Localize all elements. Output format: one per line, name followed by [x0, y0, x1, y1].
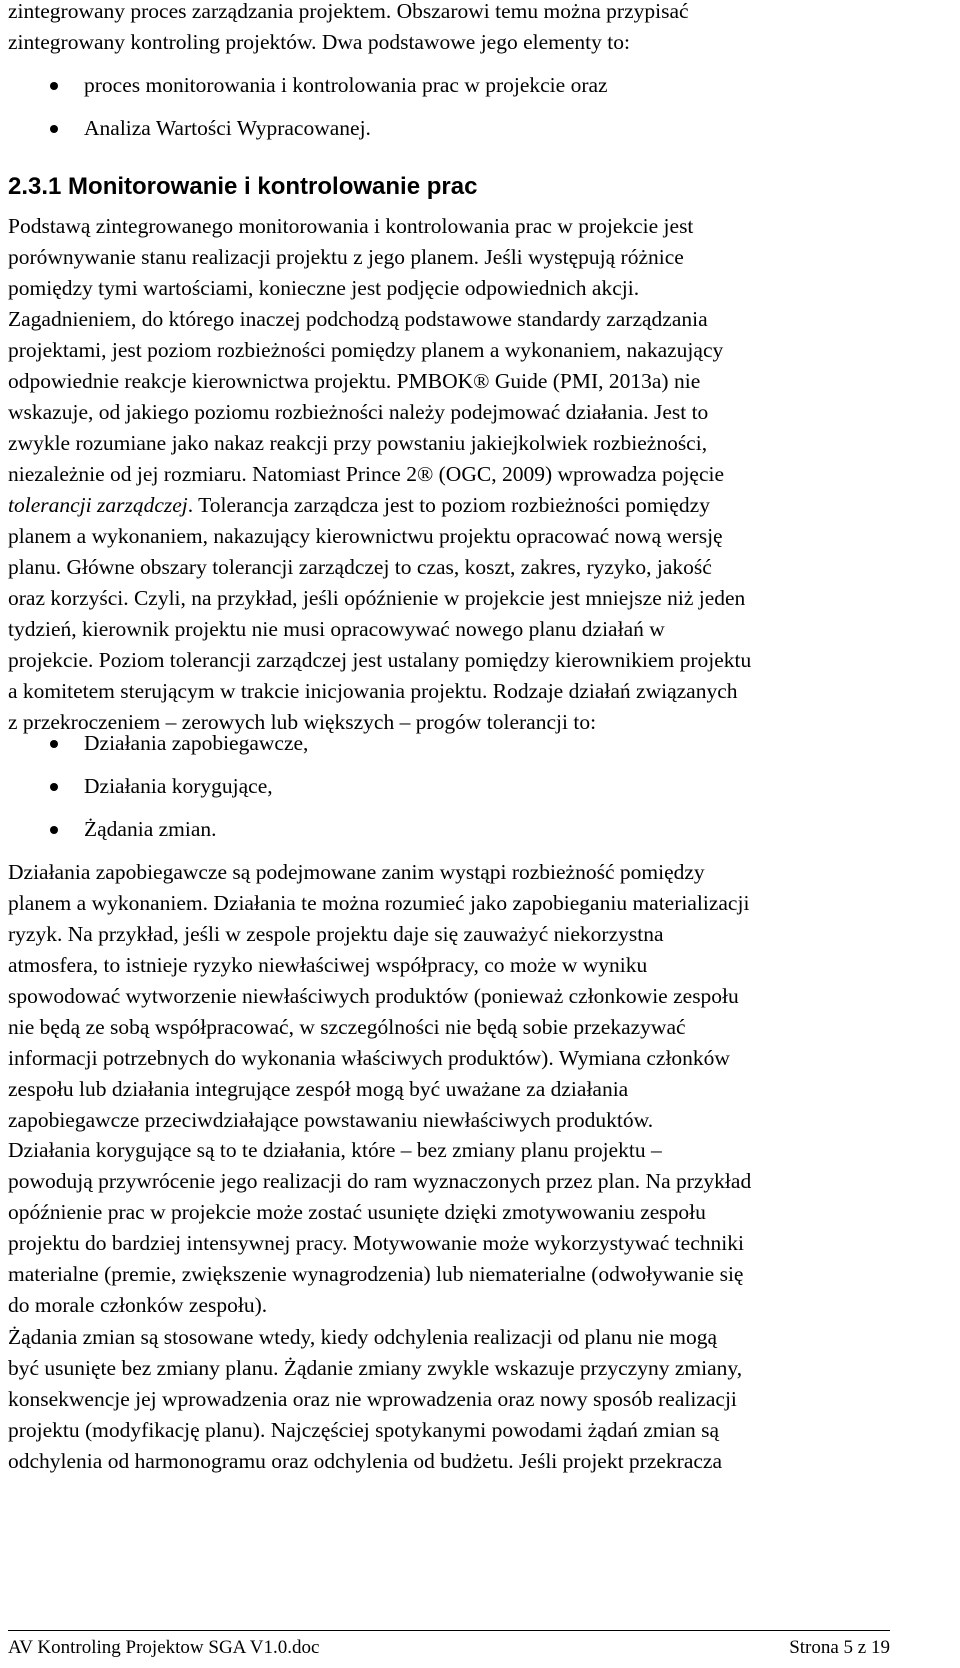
- text-line: opóźnienie prac w projekcie może zostać usunięte dzięki zmotywowaniu zespołu: [8, 1200, 706, 1224]
- section-heading: 2.3.1 Monitorowanie i kontrolowanie prac: [8, 173, 478, 200]
- text-fragment: . Tolerancja zarządcza jest to poziom rozbieżności pomiędzy: [187, 493, 710, 517]
- text-line: [8, 490, 896, 521]
- text-line: planem a wykonaniem, nakazujący kierownictwu projektu opracować nową wersję: [8, 524, 723, 548]
- text-line: materialne (premie, zwiększenie wynagrodzenia) lub niematerialne (odwoływanie się: [8, 1262, 744, 1286]
- italic-term: tolerancji zarządczej: [8, 493, 188, 517]
- list-item: Analiza Wartości Wypracowanej.: [8, 113, 896, 144]
- text-line: projektami, jest poziom rozbieżności pomiędzy planem a wykonaniem, nakazujący: [8, 338, 724, 362]
- text-line: odchylenia od harmonogramu oraz odchylenia od budżetu. Jeśli projekt przekracza: [8, 1449, 723, 1473]
- text-line: zintegrowany kontroling projektów. Dwa podstawowe jego elementy to:: [8, 30, 630, 54]
- text-line: Zagadnieniem, do którego inaczej podchodzą podstawowe standardy zarządzania: [8, 307, 708, 331]
- text-line: Działania zapobiegawcze są podejmowane zanim wystąpi rozbieżność pomiędzy: [8, 860, 705, 884]
- list-item: proces monitorowania i kontrolowania prac w projekcie oraz: [8, 70, 896, 101]
- intro-bullet-list: [8, 70, 896, 144]
- text-line: Podstawą zintegrowanego monitorowania i kontrolowania prac w projekcie jest: [8, 214, 694, 238]
- text-line: planu. Główne obszary tolerancji zarządczej to czas, koszt, zakres, ryzyko, jakość: [8, 555, 712, 579]
- footer-page-number: Strona 5 z 19: [789, 1637, 890, 1658]
- text-line: Żądania zmian są stosowane wtedy, kiedy odchylenia realizacji od planu nie mogą: [8, 1325, 718, 1349]
- list-item: Żądania zmian.: [8, 814, 896, 845]
- paragraph-preventive: [8, 857, 896, 1136]
- paragraph-tolerance: [8, 211, 896, 738]
- text-line: projektu (modyfikację planu). Najczęściej spotykanymi powodami żądań zmian są: [8, 1418, 720, 1442]
- text-line: zespołu lub działania integrujące zespół mogą być uważane za działania: [8, 1077, 629, 1101]
- text-line: być usunięte bez zmiany planu. Żądanie zmiany zwykle wskazuje przyczyny zmiany,: [8, 1356, 743, 1380]
- text-line: pomiędzy tymi wartościami, konieczne jest podjęcie odpowiednich akcji.: [8, 276, 640, 300]
- text-line: do morale członków zespołu).: [8, 1293, 268, 1317]
- text-line: nie będą ze sobą współpracować, w szczególności nie będą sobie przekazywać: [8, 1015, 686, 1039]
- text-line: zwykle rozumiane jako nakaz reakcji przy powstaniu jakiejkolwiek rozbieżności,: [8, 431, 708, 455]
- paragraph-corrective: [8, 1135, 896, 1321]
- text-line: informacji potrzebnych do wykonania właściwych produktów). Wymiana członków: [8, 1046, 730, 1070]
- footer-filename: AV Kontroling Projektow SGA V1.0.doc: [8, 1637, 320, 1658]
- text-line: atmosfera, to istnieje ryzyko niewłaściwej współpracy, co może w wyniku: [8, 953, 648, 977]
- list-item: Działania korygujące,: [8, 771, 896, 802]
- list-item: Działania zapobiegawcze,: [8, 728, 896, 759]
- text-line: porównywanie stanu realizacji projektu z jego planem. Jeśli występują różnice: [8, 245, 684, 269]
- text-line: ryzyk. Na przykład, jeśli w zespole projektu daje się zauważyć niekorzystna: [8, 922, 664, 946]
- text-line: niezależnie od jej rozmiaru. Natomiast Prince 2® (OGC, 2009) wprowadza pojęcie: [8, 462, 725, 486]
- text-line: Działania korygujące są to te działania, które – bez zmiany planu projektu –: [8, 1138, 662, 1162]
- page-footer: [8, 1636, 890, 1660]
- text-line: planem a wykonaniem. Działania te można rozumieć jako zapobieganiu materializacji: [8, 891, 750, 915]
- text-line: a komitetem sterującym w trakcie inicjowania projektu. Rodzaje działań związanych: [8, 679, 738, 703]
- text-line: oraz korzyści. Czyli, na przykład, jeśli opóźnienie w projekcie jest mniejsze niż jeden: [8, 586, 746, 610]
- paragraph-change-requests: [8, 1322, 896, 1477]
- text-line: z przekroczeniem – zerowych lub większych – progów tolerancji to:: [8, 710, 597, 734]
- text-line: spowodować wytworzenie niewłaściwych produktów (ponieważ członkowie zespołu: [8, 984, 739, 1008]
- text-line: zapobiegawcze przeciwdziałające powstawaniu niewłaściwych produktów.: [8, 1108, 654, 1132]
- text-line: projekcie. Poziom tolerancji zarządczej jest ustalany pomiędzy kierownikiem projektu: [8, 648, 752, 672]
- text-line: zintegrowany proces zarządzania projektem. Obszarowi temu można przypisać: [8, 0, 689, 23]
- text-line: odpowiednie reakcje kierownictwa projektu. PMBOK® Guide (PMI, 2013a) nie: [8, 369, 701, 393]
- intro-text: [8, 0, 896, 58]
- text-line: tydzień, kierownik projektu nie musi opracowywać nowego planu działań w: [8, 617, 665, 641]
- footer-divider: [8, 1630, 890, 1631]
- text-line: konsekwencje jej wprowadzenia oraz nie wprowadzenia oraz nowy sposób realizacji: [8, 1387, 737, 1411]
- action-bullet-list: [8, 728, 896, 845]
- text-line: powodują przywrócenie jego realizacji do ram wyznaczonych przez plan. Na przykład: [8, 1169, 752, 1193]
- text-line: wskazuje, od jakiego poziomu rozbieżności należy podejmować działania. Jest to: [8, 400, 709, 424]
- text-line: projektu do bardziej intensywnej pracy. Motywowanie może wykorzystywać techniki: [8, 1231, 744, 1255]
